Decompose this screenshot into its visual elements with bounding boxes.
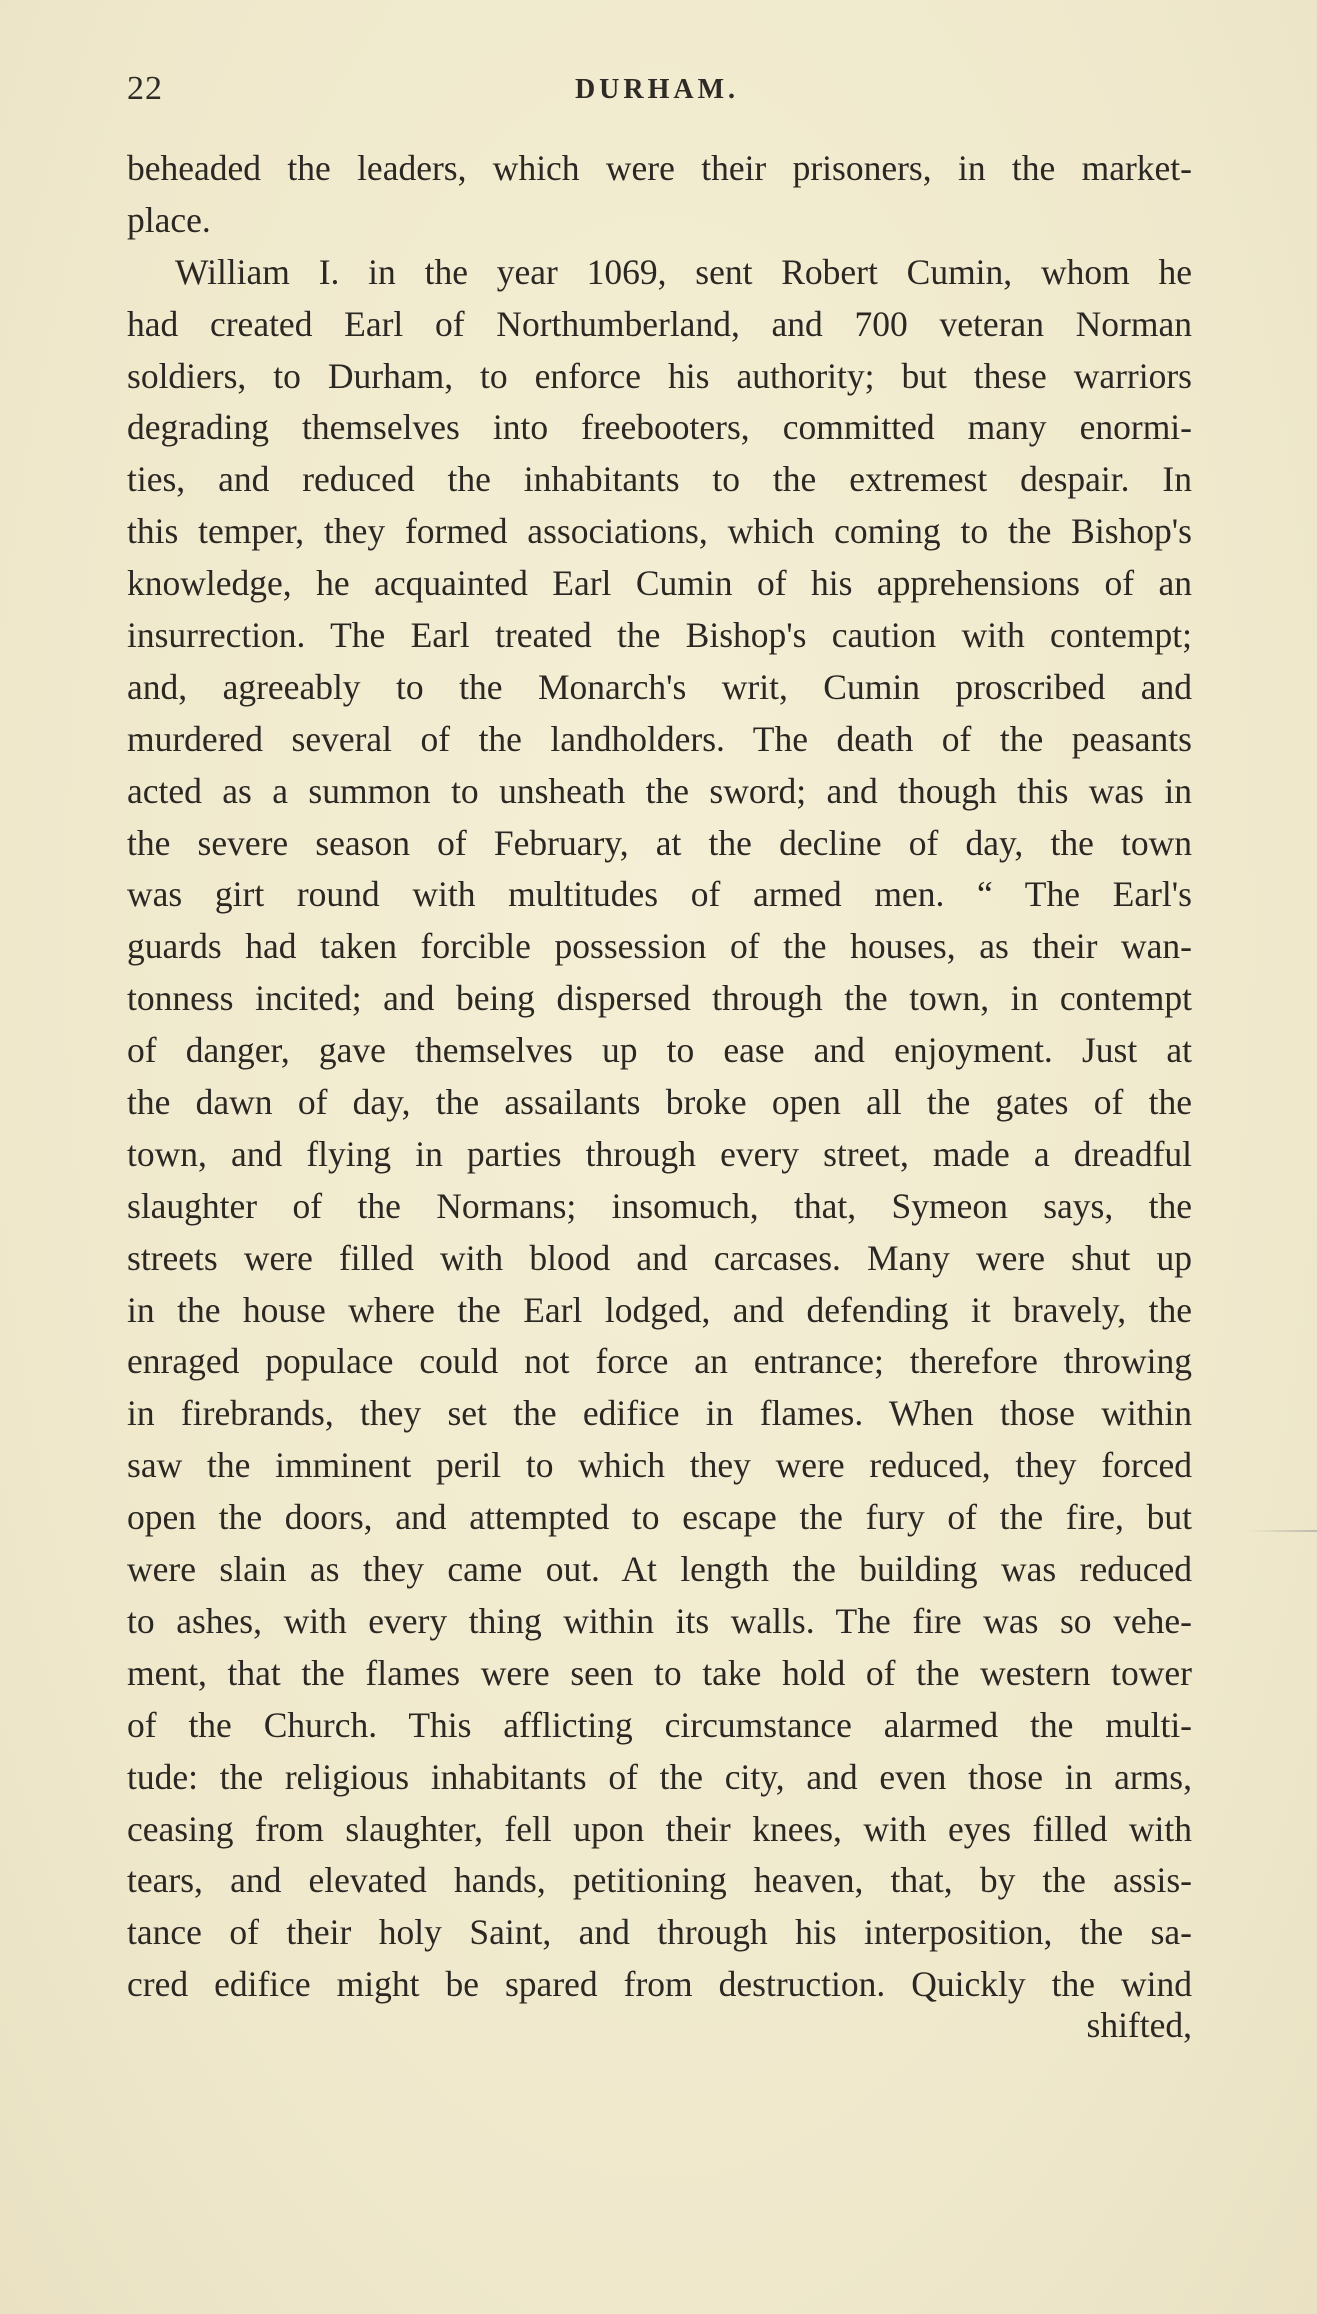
text-line: soldiers, to Durham, to enforce his authority; but these warriors	[127, 355, 1192, 396]
text-line: acted as a summon to unsheath the sword; and though this was in	[127, 770, 1192, 811]
page-number: 22	[127, 70, 163, 107]
text-line: town, and flying in parties through every street, made a dreadful	[127, 1133, 1192, 1174]
text-line: had created Earl of Northumberland, and 700 veteran Norman	[127, 303, 1192, 344]
text-line: ment, that the flames were seen to take hold of the western tower	[127, 1652, 1192, 1693]
text-line: saw the imminent peril to which they were reduced, they forced	[127, 1445, 1192, 1486]
text-line: to ashes, with every thing within its walls. The fire was so vehe-	[127, 1600, 1192, 1641]
text-line: of the Church. This afflicting circumstance alarmed the multi-	[127, 1704, 1192, 1745]
catchword: shifted,	[1086, 2005, 1192, 2045]
text-line: beheaded the leaders, which were their prisoners, in the market-	[127, 148, 1192, 188]
text-line: murdered several of the landholders. The death of the peasants	[127, 718, 1192, 759]
text-line: were slain as they came out. At length the building was reduced	[127, 1549, 1192, 1590]
text-line: tude: the religious inhabitants of the city, and even those in arms,	[127, 1756, 1192, 1797]
text-line: of danger, gave themselves up to ease and enjoyment. Just at	[127, 1030, 1192, 1071]
text-line: cred edifice might be spared from destruction. Quickly the wind	[127, 1964, 1192, 2005]
text-line: and, agreeably to the Monarch's writ, Cumin proscribed and	[127, 666, 1192, 707]
margin-mark	[1247, 1530, 1317, 1532]
text-line: open the doors, and attempted to escape the fury of the fire, but	[127, 1497, 1192, 1538]
text-line: knowledge, he acquainted Earl Cumin of his apprehensions of an	[127, 563, 1192, 604]
text-line: in firebrands, they set the edifice in flames. When those within	[127, 1393, 1192, 1434]
text-line: tance of their holy Saint, and through his interposition, the sa-	[127, 1912, 1192, 1953]
text-line: William I. in the year 1069, sent Robert Cumin, whom he	[175, 251, 1192, 292]
text-line: this temper, they formed associations, which coming to the Bishop's	[127, 511, 1192, 552]
text-line: ceasing from slaughter, fell upon their knees, with eyes filled with	[127, 1808, 1192, 1849]
text-line: tonness incited; and being dispersed through the town, in contempt	[127, 978, 1192, 1019]
text-line: streets were filled with blood and carcases. Many were shut up	[127, 1237, 1192, 1278]
page-header-title: DURHAM.	[574, 74, 740, 105]
text-line: was girt round with multitudes of armed men. “ The Earl's	[127, 874, 1192, 915]
text-line: the dawn of day, the assailants broke open all the gates of the	[127, 1082, 1192, 1123]
text-line: enraged populace could not force an entrance; therefore throwing	[127, 1341, 1192, 1382]
text-line: in the house where the Earl lodged, and defending it bravely, the	[127, 1289, 1192, 1330]
body-text	[127, 143, 1192, 2011]
running-head	[127, 70, 1187, 118]
text-line: guards had taken forcible possession of the houses, as their wan-	[127, 926, 1192, 967]
text-line: slaughter of the Normans; insomuch, that, Symeon says, the	[127, 1185, 1192, 1226]
text-line: ties, and reduced the inhabitants to the extremest despair. In	[127, 459, 1192, 500]
text-line: the severe season of February, at the decline of day, the town	[127, 822, 1192, 863]
text-line: degrading themselves into freebooters, committed many enormi-	[127, 407, 1192, 448]
text-line: place.	[127, 199, 211, 240]
text-line: tears, and elevated hands, petitioning heaven, that, by the assis-	[127, 1860, 1192, 1901]
text-line: insurrection. The Earl treated the Bishop's caution with contempt;	[127, 615, 1192, 656]
